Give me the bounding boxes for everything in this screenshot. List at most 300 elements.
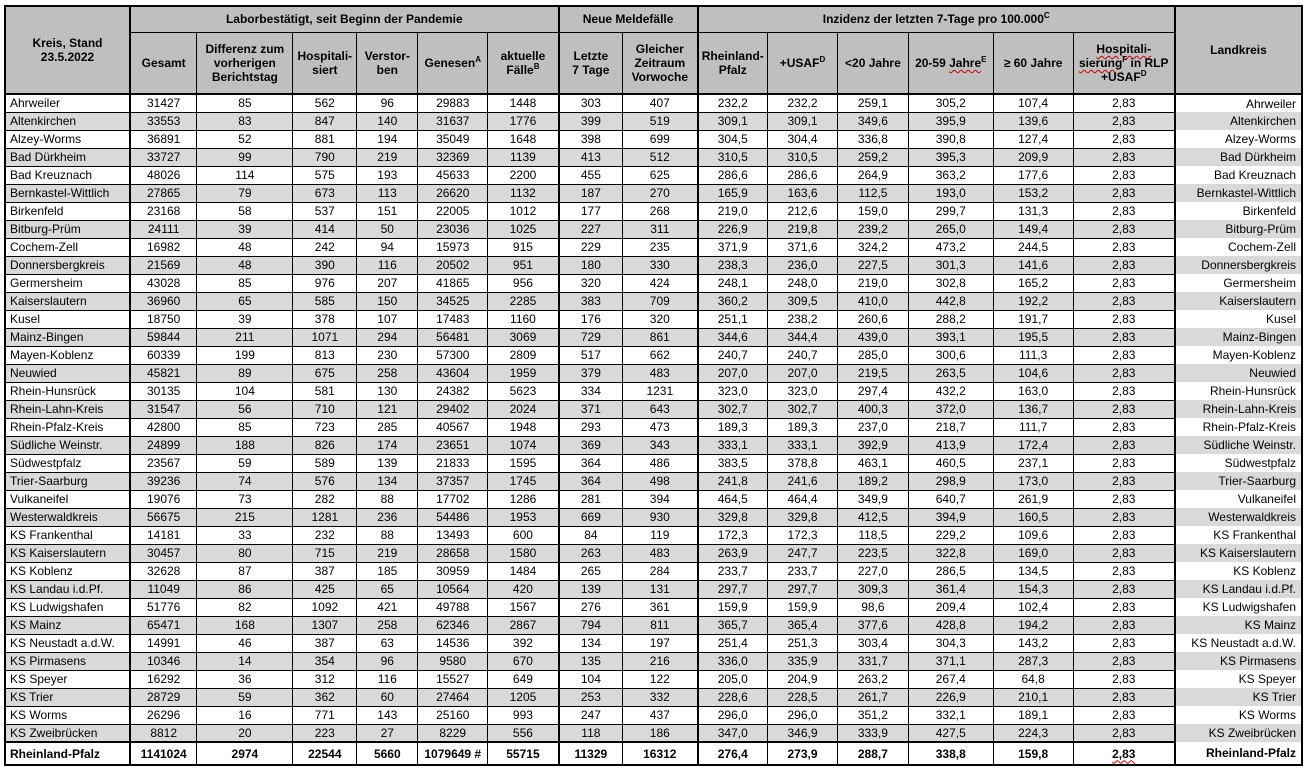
cell-hospitalisierung-rlp-usaf: 2,83 xyxy=(1073,490,1175,508)
cell-inzidenz-rlp: 238,3 xyxy=(698,256,768,274)
cell-inzidenz-ab-60: 154,3 xyxy=(993,580,1073,598)
cell-vorwoche: 473 xyxy=(623,418,698,436)
cell-inzidenz-rlp-usaf: 464,4 xyxy=(768,490,838,508)
cell-letzte-7-tage: 379 xyxy=(559,364,623,382)
cell-genesen: 37357 xyxy=(418,472,488,490)
cell-landkreis: Westerwaldkreis xyxy=(1175,508,1302,526)
cell-verstorben: 107 xyxy=(357,310,418,328)
cell-verstorben: 194 xyxy=(357,130,418,148)
total-cell-gesamt: 1141024 xyxy=(130,742,197,765)
cell-aktuelle-faelle: 1012 xyxy=(488,202,559,220)
cell-gesamt: 59844 xyxy=(130,328,197,346)
cell-inzidenz-rlp-usaf: 309,1 xyxy=(768,112,838,130)
header-gesamt: Gesamt xyxy=(130,32,197,94)
table-row xyxy=(5,364,1302,382)
cell-genesen: 10564 xyxy=(418,580,488,598)
cell-inzidenz-rlp-usaf: 172,3 xyxy=(768,526,838,544)
cell-hospitalisiert: 425 xyxy=(293,580,357,598)
cell-aktuelle-faelle: 1648 xyxy=(488,130,559,148)
header-verstorben: Verstor- ben xyxy=(357,32,418,94)
cell-letzte-7-tage: 177 xyxy=(559,202,623,220)
cell-genesen: 43604 xyxy=(418,364,488,382)
cell-gesamt: 16982 xyxy=(130,238,197,256)
cell-inzidenz-rlp-usaf: 236,0 xyxy=(768,256,838,274)
cell-hospitalisierung-rlp-usaf: 2,83 xyxy=(1073,364,1175,382)
cell-aktuelle-faelle: 2809 xyxy=(488,346,559,364)
cell-aktuelle-faelle: 1286 xyxy=(488,490,559,508)
cell-inzidenz-rlp: 365,7 xyxy=(698,616,768,634)
cell-vorwoche: 483 xyxy=(623,364,698,382)
group-neue-meldefaelle: Neue Meldefälle xyxy=(559,6,698,32)
cell-vorwoche: 186 xyxy=(623,724,698,742)
table-row xyxy=(5,166,1302,184)
cell-hospitalisiert: 675 xyxy=(293,364,357,382)
cell-gesamt: 56675 xyxy=(130,508,197,526)
cell-gesamt: 24899 xyxy=(130,436,197,454)
group-inzidenz-7-tage: Inzidenz der letzten 7-Tage pro $100.000^C$ xyxy=(698,6,1175,32)
cell-aktuelle-faelle: 951 xyxy=(488,256,559,274)
cell-inzidenz-unter-20: 260,6 xyxy=(837,310,908,328)
cell-aktuelle-faelle: 1448 xyxy=(488,94,559,112)
cell-landkreis: KS Neustadt a.d.W. xyxy=(1175,634,1302,652)
cell-genesen: 34525 xyxy=(418,292,488,310)
table-row xyxy=(5,148,1302,166)
cell-gesamt: 36891 xyxy=(130,130,197,148)
cell-differenz-berichtstag: 85 xyxy=(197,418,293,436)
header-inzidenz-rlp-usaf: $+USAF^D$ xyxy=(768,32,838,94)
cell-letzte-7-tage: 253 xyxy=(559,688,623,706)
cell-inzidenz-ab-60: 160,5 xyxy=(993,508,1073,526)
cell-landkreis: KS Kaiserslautern xyxy=(1175,544,1302,562)
cell-hospitalisiert: 282 xyxy=(293,490,357,508)
cell-hospitalisiert: 562 xyxy=(293,94,357,112)
total-cell-hospitalisiert: 22544 xyxy=(293,742,357,765)
cell-vorwoche: 930 xyxy=(623,508,698,526)
cell-inzidenz-rlp: 251,4 xyxy=(698,634,768,652)
cell-verstorben: 96 xyxy=(357,652,418,670)
cell-landkreis: Trier-Saarburg xyxy=(1175,472,1302,490)
cell-kreis: Südliche Weinstr. xyxy=(5,436,130,454)
cell-verstorben: 140 xyxy=(357,112,418,130)
cell-inzidenz-20-59: 322,8 xyxy=(908,544,993,562)
cell-hospitalisiert: 1092 xyxy=(293,598,357,616)
cell-verstorben: 130 xyxy=(357,382,418,400)
cell-vorwoche: 268 xyxy=(623,202,698,220)
cell-aktuelle-faelle: 2024 xyxy=(488,400,559,418)
cell-hospitalisiert: 387 xyxy=(293,562,357,580)
cell-gesamt: 21569 xyxy=(130,256,197,274)
cell-hospitalisierung-rlp-usaf: 2,83 xyxy=(1073,130,1175,148)
cell-inzidenz-rlp-usaf: 228,5 xyxy=(768,688,838,706)
cell-gesamt: 19076 xyxy=(130,490,197,508)
cell-inzidenz-rlp-usaf: 232,2 xyxy=(768,94,838,112)
cell-hospitalisierung-rlp-usaf: 2,83 xyxy=(1073,112,1175,130)
cell-letzte-7-tage: 227 xyxy=(559,220,623,238)
cell-hospitalisiert: 242 xyxy=(293,238,357,256)
cell-hospitalisierung-rlp-usaf: 2,83 xyxy=(1073,562,1175,580)
cell-genesen: 13493 xyxy=(418,526,488,544)
cell-vorwoche: 512 xyxy=(623,148,698,166)
cell-hospitalisierung-rlp-usaf: 2,83 xyxy=(1073,274,1175,292)
cell-landkreis: Bad Kreuznach xyxy=(1175,166,1302,184)
cell-inzidenz-20-59: 473,2 xyxy=(908,238,993,256)
cell-hospitalisiert: 723 xyxy=(293,418,357,436)
cell-kreis: KS Frankenthal xyxy=(5,526,130,544)
cell-inzidenz-rlp: 189,3 xyxy=(698,418,768,436)
cell-inzidenz-20-59: 218,7 xyxy=(908,418,993,436)
cell-letzte-7-tage: 364 xyxy=(559,454,623,472)
cell-gesamt: 11049 xyxy=(130,580,197,598)
cell-gesamt: 23567 xyxy=(130,454,197,472)
cell-inzidenz-ab-60: 191,7 xyxy=(993,310,1073,328)
cell-inzidenz-unter-20: 189,2 xyxy=(837,472,908,490)
total-cell-verstorben: 5660 xyxy=(357,742,418,765)
cell-inzidenz-ab-60: 195,5 xyxy=(993,328,1073,346)
cell-aktuelle-faelle: 1959 xyxy=(488,364,559,382)
cell-inzidenz-unter-20: 336,8 xyxy=(837,130,908,148)
cell-hospitalisiert: 362 xyxy=(293,688,357,706)
cell-inzidenz-rlp-usaf: 233,7 xyxy=(768,562,838,580)
cell-hospitalisiert: 1307 xyxy=(293,616,357,634)
cell-inzidenz-unter-20: 351,2 xyxy=(837,706,908,724)
cell-inzidenz-unter-20: 118,5 xyxy=(837,526,908,544)
cell-inzidenz-unter-20: 227,5 xyxy=(837,256,908,274)
cell-gesamt: 26296 xyxy=(130,706,197,724)
cell-inzidenz-20-59: 229,2 xyxy=(908,526,993,544)
cell-differenz-berichtstag: 199 xyxy=(197,346,293,364)
cell-aktuelle-faelle: 1484 xyxy=(488,562,559,580)
group-laborbestaetigt: Laborbestätigt, seit Beginn der Pandemie xyxy=(130,6,559,32)
cell-genesen: 30959 xyxy=(418,562,488,580)
header-inzidenz-20-59: 20-59 Jahre$^E$ xyxy=(908,32,993,94)
cell-gesamt: 30457 xyxy=(130,544,197,562)
cell-inzidenz-20-59: 286,5 xyxy=(908,562,993,580)
cell-verstorben: 113 xyxy=(357,184,418,202)
cell-inzidenz-unter-20: 377,6 xyxy=(837,616,908,634)
cell-genesen: 15973 xyxy=(418,238,488,256)
cell-genesen: 28658 xyxy=(418,544,488,562)
cell-inzidenz-ab-60: 141,6 xyxy=(993,256,1073,274)
cell-vorwoche: 699 xyxy=(623,130,698,148)
cell-differenz-berichtstag: 83 xyxy=(197,112,293,130)
cell-inzidenz-rlp: 165,9 xyxy=(698,184,768,202)
cell-differenz-berichtstag: 73 xyxy=(197,490,293,508)
total-cell-hospitalisierung-rlp-usaf: 2,83 xyxy=(1073,742,1175,765)
cell-landkreis: KS Mainz xyxy=(1175,616,1302,634)
cell-inzidenz-ab-60: 165,2 xyxy=(993,274,1073,292)
table-row xyxy=(5,634,1302,652)
cell-inzidenz-rlp: 310,5 xyxy=(698,148,768,166)
cell-landkreis: Rhein-Lahn-Kreis xyxy=(1175,400,1302,418)
cell-inzidenz-rlp-usaf: 207,0 xyxy=(768,364,838,382)
cell-inzidenz-rlp: 302,7 xyxy=(698,400,768,418)
total-cell-differenz-berichtstag: 2974 xyxy=(197,742,293,765)
cell-inzidenz-ab-60: 64,8 xyxy=(993,670,1073,688)
cell-vorwoche: 131 xyxy=(623,580,698,598)
cell-vorwoche: 330 xyxy=(623,256,698,274)
cell-kreis: KS Ludwigshafen xyxy=(5,598,130,616)
header-inzidenz-unter-20: <20 Jahre xyxy=(837,32,908,94)
cell-genesen: 17483 xyxy=(418,310,488,328)
cell-verstorben: 88 xyxy=(357,490,418,508)
table-row xyxy=(5,724,1302,742)
cell-inzidenz-rlp: 360,2 xyxy=(698,292,768,310)
cell-letzte-7-tage: 134 xyxy=(559,634,623,652)
cell-hospitalisierung-rlp-usaf: 2,83 xyxy=(1073,400,1175,418)
cell-letzte-7-tage: 176 xyxy=(559,310,623,328)
cell-genesen: 32369 xyxy=(418,148,488,166)
cell-hospitalisierung-rlp-usaf: 2,83 xyxy=(1073,508,1175,526)
cell-aktuelle-faelle: 1953 xyxy=(488,508,559,526)
cell-inzidenz-ab-60: 210,1 xyxy=(993,688,1073,706)
cell-verstorben: 60 xyxy=(357,688,418,706)
table-row xyxy=(5,382,1302,400)
cell-inzidenz-ab-60: 107,4 xyxy=(993,94,1073,112)
cell-differenz-berichtstag: 16 xyxy=(197,706,293,724)
cell-inzidenz-ab-60: 261,9 xyxy=(993,490,1073,508)
cell-vorwoche: 197 xyxy=(623,634,698,652)
cell-genesen: 26620 xyxy=(418,184,488,202)
cell-inzidenz-20-59: 640,7 xyxy=(908,490,993,508)
cell-inzidenz-ab-60: 173,0 xyxy=(993,472,1073,490)
cell-inzidenz-ab-60: 244,5 xyxy=(993,238,1073,256)
cell-landkreis: KS Koblenz xyxy=(1175,562,1302,580)
cell-inzidenz-20-59: 332,1 xyxy=(908,706,993,724)
table-row xyxy=(5,580,1302,598)
cell-letzte-7-tage: 281 xyxy=(559,490,623,508)
cell-kreis: Kusel xyxy=(5,310,130,328)
cell-differenz-berichtstag: 85 xyxy=(197,94,293,112)
cell-letzte-7-tage: 455 xyxy=(559,166,623,184)
cell-gesamt: 43028 xyxy=(130,274,197,292)
total-cell-aktuelle-faelle: 55715 xyxy=(488,742,559,765)
table-row xyxy=(5,670,1302,688)
total-row xyxy=(5,742,1302,765)
cell-verstorben: 207 xyxy=(357,274,418,292)
cell-aktuelle-faelle: 1776 xyxy=(488,112,559,130)
cell-landkreis: Rhein-Pfalz-Kreis xyxy=(1175,418,1302,436)
cell-genesen: 20502 xyxy=(418,256,488,274)
cell-kreis: Mayen-Koblenz xyxy=(5,346,130,364)
cell-inzidenz-ab-60: 194,2 xyxy=(993,616,1073,634)
cell-hospitalisiert: 976 xyxy=(293,274,357,292)
cell-inzidenz-rlp: 347,0 xyxy=(698,724,768,742)
cell-vorwoche: 332 xyxy=(623,688,698,706)
cell-inzidenz-rlp-usaf: 247,7 xyxy=(768,544,838,562)
cell-inzidenz-rlp: 233,7 xyxy=(698,562,768,580)
cell-letzte-7-tage: 118 xyxy=(559,724,623,742)
table-row xyxy=(5,508,1302,526)
table-row xyxy=(5,310,1302,328)
cell-aktuelle-faelle: 556 xyxy=(488,724,559,742)
cell-differenz-berichtstag: 48 xyxy=(197,238,293,256)
cell-gesamt: 65471 xyxy=(130,616,197,634)
landkreis-header: Landkreis xyxy=(1175,6,1302,94)
cell-hospitalisierung-rlp-usaf: 2,83 xyxy=(1073,220,1175,238)
cell-inzidenz-rlp-usaf: 251,3 xyxy=(768,634,838,652)
cell-genesen: 25160 xyxy=(418,706,488,724)
cell-kreis: Ahrweiler xyxy=(5,94,130,112)
cell-verstorben: 134 xyxy=(357,472,418,490)
cell-gesamt: 36960 xyxy=(130,292,197,310)
cell-hospitalisiert: 771 xyxy=(293,706,357,724)
cell-genesen: 21833 xyxy=(418,454,488,472)
cell-inzidenz-rlp-usaf: 310,5 xyxy=(768,148,838,166)
cell-inzidenz-ab-60: 192,2 xyxy=(993,292,1073,310)
cell-differenz-berichtstag: 74 xyxy=(197,472,293,490)
cell-inzidenz-20-59: 363,2 xyxy=(908,166,993,184)
cell-letzte-7-tage: 398 xyxy=(559,130,623,148)
cell-aktuelle-faelle: 2867 xyxy=(488,616,559,634)
cell-vorwoche: 486 xyxy=(623,454,698,472)
table-row xyxy=(5,418,1302,436)
cell-inzidenz-20-59: 371,1 xyxy=(908,652,993,670)
cell-hospitalisierung-rlp-usaf: 2,83 xyxy=(1073,310,1175,328)
cell-gesamt: 23168 xyxy=(130,202,197,220)
cell-inzidenz-20-59: 304,3 xyxy=(908,634,993,652)
cell-inzidenz-rlp: 251,1 xyxy=(698,310,768,328)
cell-letzte-7-tage: 334 xyxy=(559,382,623,400)
cell-aktuelle-faelle: 600 xyxy=(488,526,559,544)
cell-inzidenz-rlp-usaf: 329,8 xyxy=(768,508,838,526)
cell-vorwoche: 483 xyxy=(623,544,698,562)
header-differenz-berichtstag: Differenz zum vorherigen Berichtstag xyxy=(197,32,293,94)
cell-genesen: 31637 xyxy=(418,112,488,130)
cell-kreis: KS Mainz xyxy=(5,616,130,634)
cell-genesen: 45633 xyxy=(418,166,488,184)
cell-inzidenz-rlp-usaf: 238,2 xyxy=(768,310,838,328)
cell-differenz-berichtstag: 89 xyxy=(197,364,293,382)
cell-gesamt: 18750 xyxy=(130,310,197,328)
cell-inzidenz-unter-20: 261,7 xyxy=(837,688,908,706)
cell-aktuelle-faelle: 1074 xyxy=(488,436,559,454)
cell-inzidenz-rlp-usaf: 296,0 xyxy=(768,706,838,724)
cell-inzidenz-ab-60: 172,4 xyxy=(993,436,1073,454)
cell-vorwoche: 394 xyxy=(623,490,698,508)
cell-inzidenz-20-59: 193,0 xyxy=(908,184,993,202)
cell-hospitalisierung-rlp-usaf: 2,83 xyxy=(1073,670,1175,688)
cell-inzidenz-rlp: 286,6 xyxy=(698,166,768,184)
cell-inzidenz-rlp: 371,9 xyxy=(698,238,768,256)
cell-differenz-berichtstag: 85 xyxy=(197,274,293,292)
cell-inzidenz-rlp-usaf: 241,6 xyxy=(768,472,838,490)
cell-inzidenz-ab-60: 287,3 xyxy=(993,652,1073,670)
cell-kreis: KS Trier xyxy=(5,688,130,706)
cell-kreis: Altenkirchen xyxy=(5,112,130,130)
cell-inzidenz-unter-20: 412,5 xyxy=(837,508,908,526)
cell-inzidenz-ab-60: 189,1 xyxy=(993,706,1073,724)
cell-inzidenz-unter-20: 303,4 xyxy=(837,634,908,652)
cell-kreis: KS Landau i.d.Pf. xyxy=(5,580,130,598)
cell-differenz-berichtstag: 46 xyxy=(197,634,293,652)
cell-kreis: Alzey-Worms xyxy=(5,130,130,148)
cell-inzidenz-ab-60: 131,3 xyxy=(993,202,1073,220)
cell-inzidenz-20-59: 395,3 xyxy=(908,148,993,166)
cell-aktuelle-faelle: 1595 xyxy=(488,454,559,472)
cell-gesamt: 42800 xyxy=(130,418,197,436)
cell-landkreis: Bad Dürkheim xyxy=(1175,148,1302,166)
cell-gesamt: 14991 xyxy=(130,634,197,652)
cell-inzidenz-20-59: 428,8 xyxy=(908,616,993,634)
cell-letzte-7-tage: 399 xyxy=(559,112,623,130)
cell-inzidenz-rlp-usaf: 189,3 xyxy=(768,418,838,436)
cell-inzidenz-rlp: 263,9 xyxy=(698,544,768,562)
cell-inzidenz-20-59: 209,4 xyxy=(908,598,993,616)
cell-inzidenz-rlp: 464,5 xyxy=(698,490,768,508)
cell-genesen: 14536 xyxy=(418,634,488,652)
cell-inzidenz-rlp-usaf: 163,6 xyxy=(768,184,838,202)
cell-inzidenz-rlp-usaf: 297,7 xyxy=(768,580,838,598)
cell-inzidenz-rlp: 240,7 xyxy=(698,346,768,364)
header-hospitalisierung-rlp-usaf: Hospitali- sierung$^F$ in RLP $+USAF^D$ xyxy=(1073,32,1175,94)
cell-verstorben: 116 xyxy=(357,670,418,688)
cell-inzidenz-rlp: 309,1 xyxy=(698,112,768,130)
cell-landkreis: KS Worms xyxy=(1175,706,1302,724)
cell-verstorben: 88 xyxy=(357,526,418,544)
cell-hospitalisiert: 585 xyxy=(293,292,357,310)
cell-aktuelle-faelle: 670 xyxy=(488,652,559,670)
cell-kreis: Trier-Saarburg xyxy=(5,472,130,490)
cell-hospitalisierung-rlp-usaf: 2,83 xyxy=(1073,652,1175,670)
cell-inzidenz-unter-20: 349,9 xyxy=(837,490,908,508)
cell-gesamt: 60339 xyxy=(130,346,197,364)
cell-kreis: Bitburg-Prüm xyxy=(5,220,130,238)
table-row xyxy=(5,616,1302,634)
cell-differenz-berichtstag: 82 xyxy=(197,598,293,616)
cell-aktuelle-faelle: 993 xyxy=(488,706,559,724)
cell-landkreis: Birkenfeld xyxy=(1175,202,1302,220)
cell-verstorben: 421 xyxy=(357,598,418,616)
cell-differenz-berichtstag: 36 xyxy=(197,670,293,688)
cell-landkreis: KS Ludwigshafen xyxy=(1175,598,1302,616)
cell-landkreis: KS Speyer xyxy=(1175,670,1302,688)
cell-differenz-berichtstag: 79 xyxy=(197,184,293,202)
table-row xyxy=(5,598,1302,616)
cell-gesamt: 27865 xyxy=(130,184,197,202)
cell-inzidenz-ab-60: 149,4 xyxy=(993,220,1073,238)
cell-letzte-7-tage: 320 xyxy=(559,274,623,292)
header-inzidenz-rlp: Rheinland- Pfalz xyxy=(698,32,768,94)
cell-genesen: 8229 xyxy=(418,724,488,742)
total-cell-inzidenz-rlp-usaf: 273,9 xyxy=(768,742,838,765)
cell-inzidenz-rlp: 248,1 xyxy=(698,274,768,292)
table-row xyxy=(5,400,1302,418)
cell-landkreis: Germersheim xyxy=(1175,274,1302,292)
cell-inzidenz-ab-60: 111,7 xyxy=(993,418,1073,436)
cell-vorwoche: 284 xyxy=(623,562,698,580)
cell-hospitalisierung-rlp-usaf: 2,83 xyxy=(1073,706,1175,724)
cell-gesamt: 33553 xyxy=(130,112,197,130)
cell-vorwoche: 424 xyxy=(623,274,698,292)
cell-aktuelle-faelle: 1025 xyxy=(488,220,559,238)
cell-inzidenz-rlp-usaf: 248,0 xyxy=(768,274,838,292)
cell-genesen: 49788 xyxy=(418,598,488,616)
cell-aktuelle-faelle: 5623 xyxy=(488,382,559,400)
cell-inzidenz-20-59: 265,0 xyxy=(908,220,993,238)
cell-aktuelle-faelle: 1580 xyxy=(488,544,559,562)
cell-differenz-berichtstag: 80 xyxy=(197,544,293,562)
cell-vorwoche: 122 xyxy=(623,670,698,688)
cell-inzidenz-20-59: 393,1 xyxy=(908,328,993,346)
cell-gesamt: 24111 xyxy=(130,220,197,238)
cell-inzidenz-20-59: 427,5 xyxy=(908,724,993,742)
cell-inzidenz-20-59: 299,7 xyxy=(908,202,993,220)
cell-inzidenz-rlp: 232,2 xyxy=(698,94,768,112)
cell-differenz-berichtstag: 48 xyxy=(197,256,293,274)
cell-inzidenz-unter-20: 259,2 xyxy=(837,148,908,166)
cell-gesamt: 39236 xyxy=(130,472,197,490)
cell-differenz-berichtstag: 14 xyxy=(197,652,293,670)
